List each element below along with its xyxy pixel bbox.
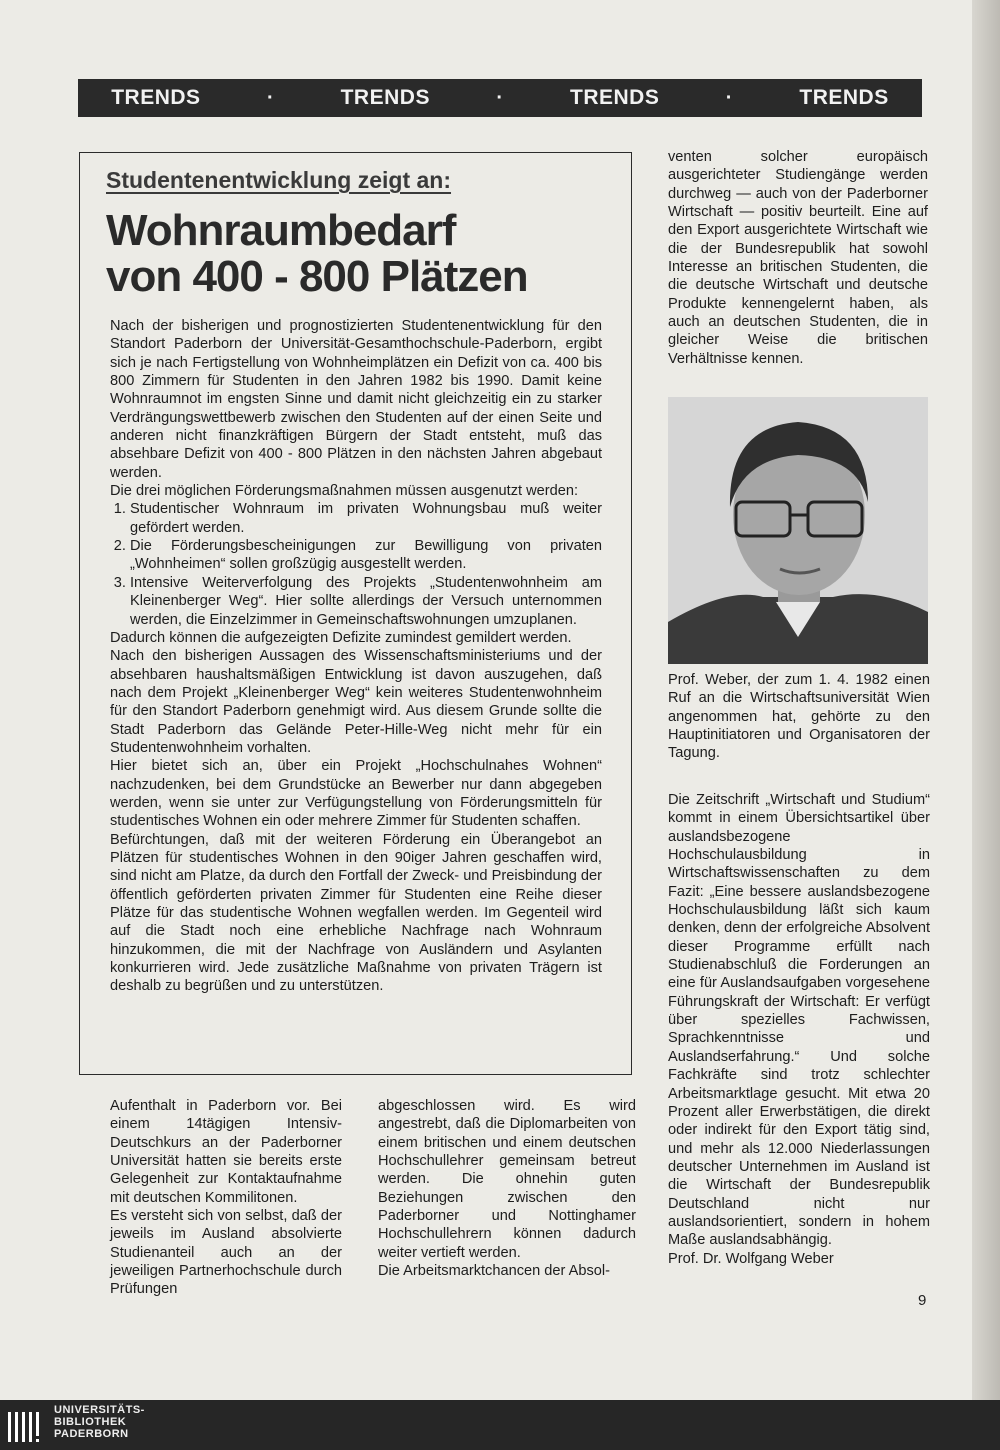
left-column — [110, 1097, 342, 1299]
library-name — [54, 1404, 145, 1440]
body-paragraph: Die drei möglichen Förderungsmaßnahmen müssen ausgenutzt werden: — [110, 483, 579, 500]
headline-line-2: von 400 - 800 Plätzen — [106, 252, 528, 301]
headline-line-1: Wohnraumbedarf — [106, 206, 456, 255]
library-name-line: UNIVERSITÄTS- — [54, 1404, 145, 1416]
column-paragraph: Es versteht sich von selbst, daß der jeweils im Ausland absolvierte Studienanteil auch an der jeweiligen Partnerhochschule durch Prüfungen — [110, 1208, 342, 1298]
middle-column — [378, 1097, 636, 1280]
library-logo-icon — [6, 1406, 50, 1446]
column-paragraph: Die Zeitschrift „Wirtschaft und Studium“ kommt in einem Übersichtsartikel über auslandsbezogene Hochschulausbildung in Wirtschaftswissenschaften zu dem Fazit: „Eine bessere auslandsbezogene Hochschulausbildung läßt sich kaum denken, denn der erfolgreiche Absolvent dieser Programme erfüllt nach Studienabschluß die Forderungen an eine für Auslandsaufgaben vorgesehene Führungskraft der Wirtschaft: Er verfügt über spezielles Fachwissen, Sprachkenntnisse und Auslandserfahrung.“ Und solche Fachkräfte sind trotz schlechter Arbeitsmarktlage gesucht. Mit etwa 20 Prozent aller Erwerbstätigen, die direkt oder indirekt für den Export tätig sind, und mehr als 12.000 Niederlassungen deutscher Unternehmen im Ausland ist die Wirtschaft der Bundesrepublik Deutschland nicht nur auslandsorientiert, sondern in hohem Maße auslandsabhängig. — [668, 792, 930, 1249]
body-paragraph: Dadurch können die aufgezeigten Defizite zumindest gemildert werden. — [110, 629, 572, 646]
list-item: 1. Studentischer Wohnraum im privaten Wohnungsbau muß weiter gefördert werden. — [130, 500, 602, 537]
right-column-top — [668, 148, 928, 368]
right-column-bottom — [668, 791, 930, 1268]
trends-label: TRENDS — [799, 86, 889, 109]
article-headline — [106, 208, 616, 300]
library-name-line: PADERBORN — [54, 1428, 129, 1440]
article-body — [110, 317, 602, 996]
page-number: 9 — [918, 1292, 927, 1309]
body-paragraph: Nach den bisherigen Aussagen des Wissenschaftsministeriums und der absehbaren haushaltsmäßigen Entwicklung ist davon auszugehen, daß nach dem Projekt „Kleinenberger Weg“ kein weiteres Studentenwohnheim für den Standort Paderborn genehmigt wird. Aus diesem Grunde sollte die Stadt Paderborn das Gelände Peter-Hille-Weg nicht mehr für ein Studentenwohnheim vorhalten. — [110, 648, 602, 756]
column-paragraph: Die Arbeitsmarktchancen der Absol- — [378, 1263, 610, 1280]
body-paragraph: Befürchtungen, daß mit der weiteren Förderung ein Überangebot an Plätzen für studentisches Wohnen in den 90iger Jahren geschaffen wird, sind nicht am Platze, da durch den Fortfall der Zweck- und Preisbindung der öffentlich geförderten privaten Zimmer für Studenten eine Reihe dieser Plätze für das studentische Wohnen wegfallen werden. Im Gegenteil wird auf die Stadt noch eine erhebliche Nachfrage nach Wohnraum hinzukommen, die mit der Nachfrage von Ausländern und Asylanten konkurrieren wird. Jede zusätzliche Maßnahme von privaten Trägern ist deshalb zu begrüßen und zu unterstützen. — [110, 831, 602, 995]
library-footer — [0, 1400, 1000, 1450]
separator-dot: · — [725, 86, 733, 109]
body-paragraph: Hier bietet sich an, über ein Projekt „Hochschulnahes Wohnen“ nachzudenken, bei dem Grundstücke an Bewerber nur dann abgegeben werden, wenn sie unter zur Verfügungstellung von Förderungsmitteln für studentisches Wohnen ein oder mehrere Zimmer für Studenten schaffen. — [110, 758, 602, 830]
portrait-photo — [668, 397, 928, 664]
list-item: 2. Die Förderungsbescheinigungen zur Bewilligung von privaten „Wohnheimen“ sollen großzügig ausgestellt werden. — [130, 537, 602, 574]
article-kicker: Studentenentwicklung zeigt an: — [106, 167, 452, 193]
separator-dot: · — [267, 86, 275, 109]
library-name-line: BIBLIOTHEK — [54, 1416, 127, 1428]
measures-list — [110, 500, 602, 628]
trends-label: TRENDS — [570, 86, 660, 109]
trends-label: TRENDS — [340, 86, 430, 109]
separator-dot: · — [496, 86, 504, 109]
trends-banner — [78, 79, 922, 117]
author-signature: Prof. Dr. Wolfgang Weber — [668, 1250, 834, 1267]
page-edge — [972, 0, 1000, 1400]
body-paragraph: Nach der bisherigen und prognostizierten Studentenentwicklung für den Standort Paderborn der Universität-Gesamthochschule-Paderborn, ergibt sich je nach Fertigstellung von Wohnheimplätzen ein Defizit von ca. 400 bis 800 Zimmern für Studenten in den Jahren 1982 bis 1990. Damit keine Wohnraumnot im engsten Sinne und damit nicht gleichzeitig ein zu starker Verdrängungswettbewerb zwischen den Studenten auf der einen Seite und anderen nicht finanzkräftigen Bürgern der Stadt entsteht, muß das absehbare Defizit von 400 - 800 Plätzen in den nächsten Jahren abgebaut werden. — [110, 318, 602, 481]
column-paragraph: venten solcher europäisch ausgerichteter Studiengänge werden durchweg — auch von der Paderborner Wirtschaft — positiv beurteilt. Eine auf den Export ausgerichtete Wirtschaft wie die der Bundesrepublik hat sowohl Interesse an britischen Studenten, die die deutsche Wirtschaft und deutsche Produkte kennengelernt haben, als auch an deutschen Studenten, die in gleicher Weise die britischen Verhältnisse kennen. — [668, 149, 928, 367]
photo-caption: Prof. Weber, der zum 1. 4. 1982 einen Ruf an die Wirtschaftsuniversität Wien angenommen hat, gehörte zu den Hauptinitiatoren und Organisatoren der Tagung. — [668, 672, 930, 762]
column-paragraph: abgeschlossen wird. Es wird angestrebt, daß die Diplomarbeiten von einem britischen und einem deutschen Hochschullehrer gemeinsam betreut werden. Die ohnehin guten Beziehungen zwischen den Paderborner und Nottinghamer Hochschullehrern können dadurch weiter vertieft werden. — [378, 1098, 636, 1261]
column-paragraph: Aufenthalt in Paderborn vor. Bei einem 14tägigen Intensiv-Deutschkurs an der Paderborner Universität hatten sie bereits erste Gelegenheit zur Kontaktaufnahme mit deutschen Kommilitonen. — [110, 1098, 342, 1206]
trends-label: TRENDS — [111, 86, 201, 109]
list-item: 3. Intensive Weiterverfolgung des Projekts „Studentenwohnheim am Kleinenberger Weg“. Hier sollte allerdings der Versuch unternommen werden, die Einzelzimmer in Gemeinschaftswohnungen umzuplanen. — [130, 574, 602, 629]
